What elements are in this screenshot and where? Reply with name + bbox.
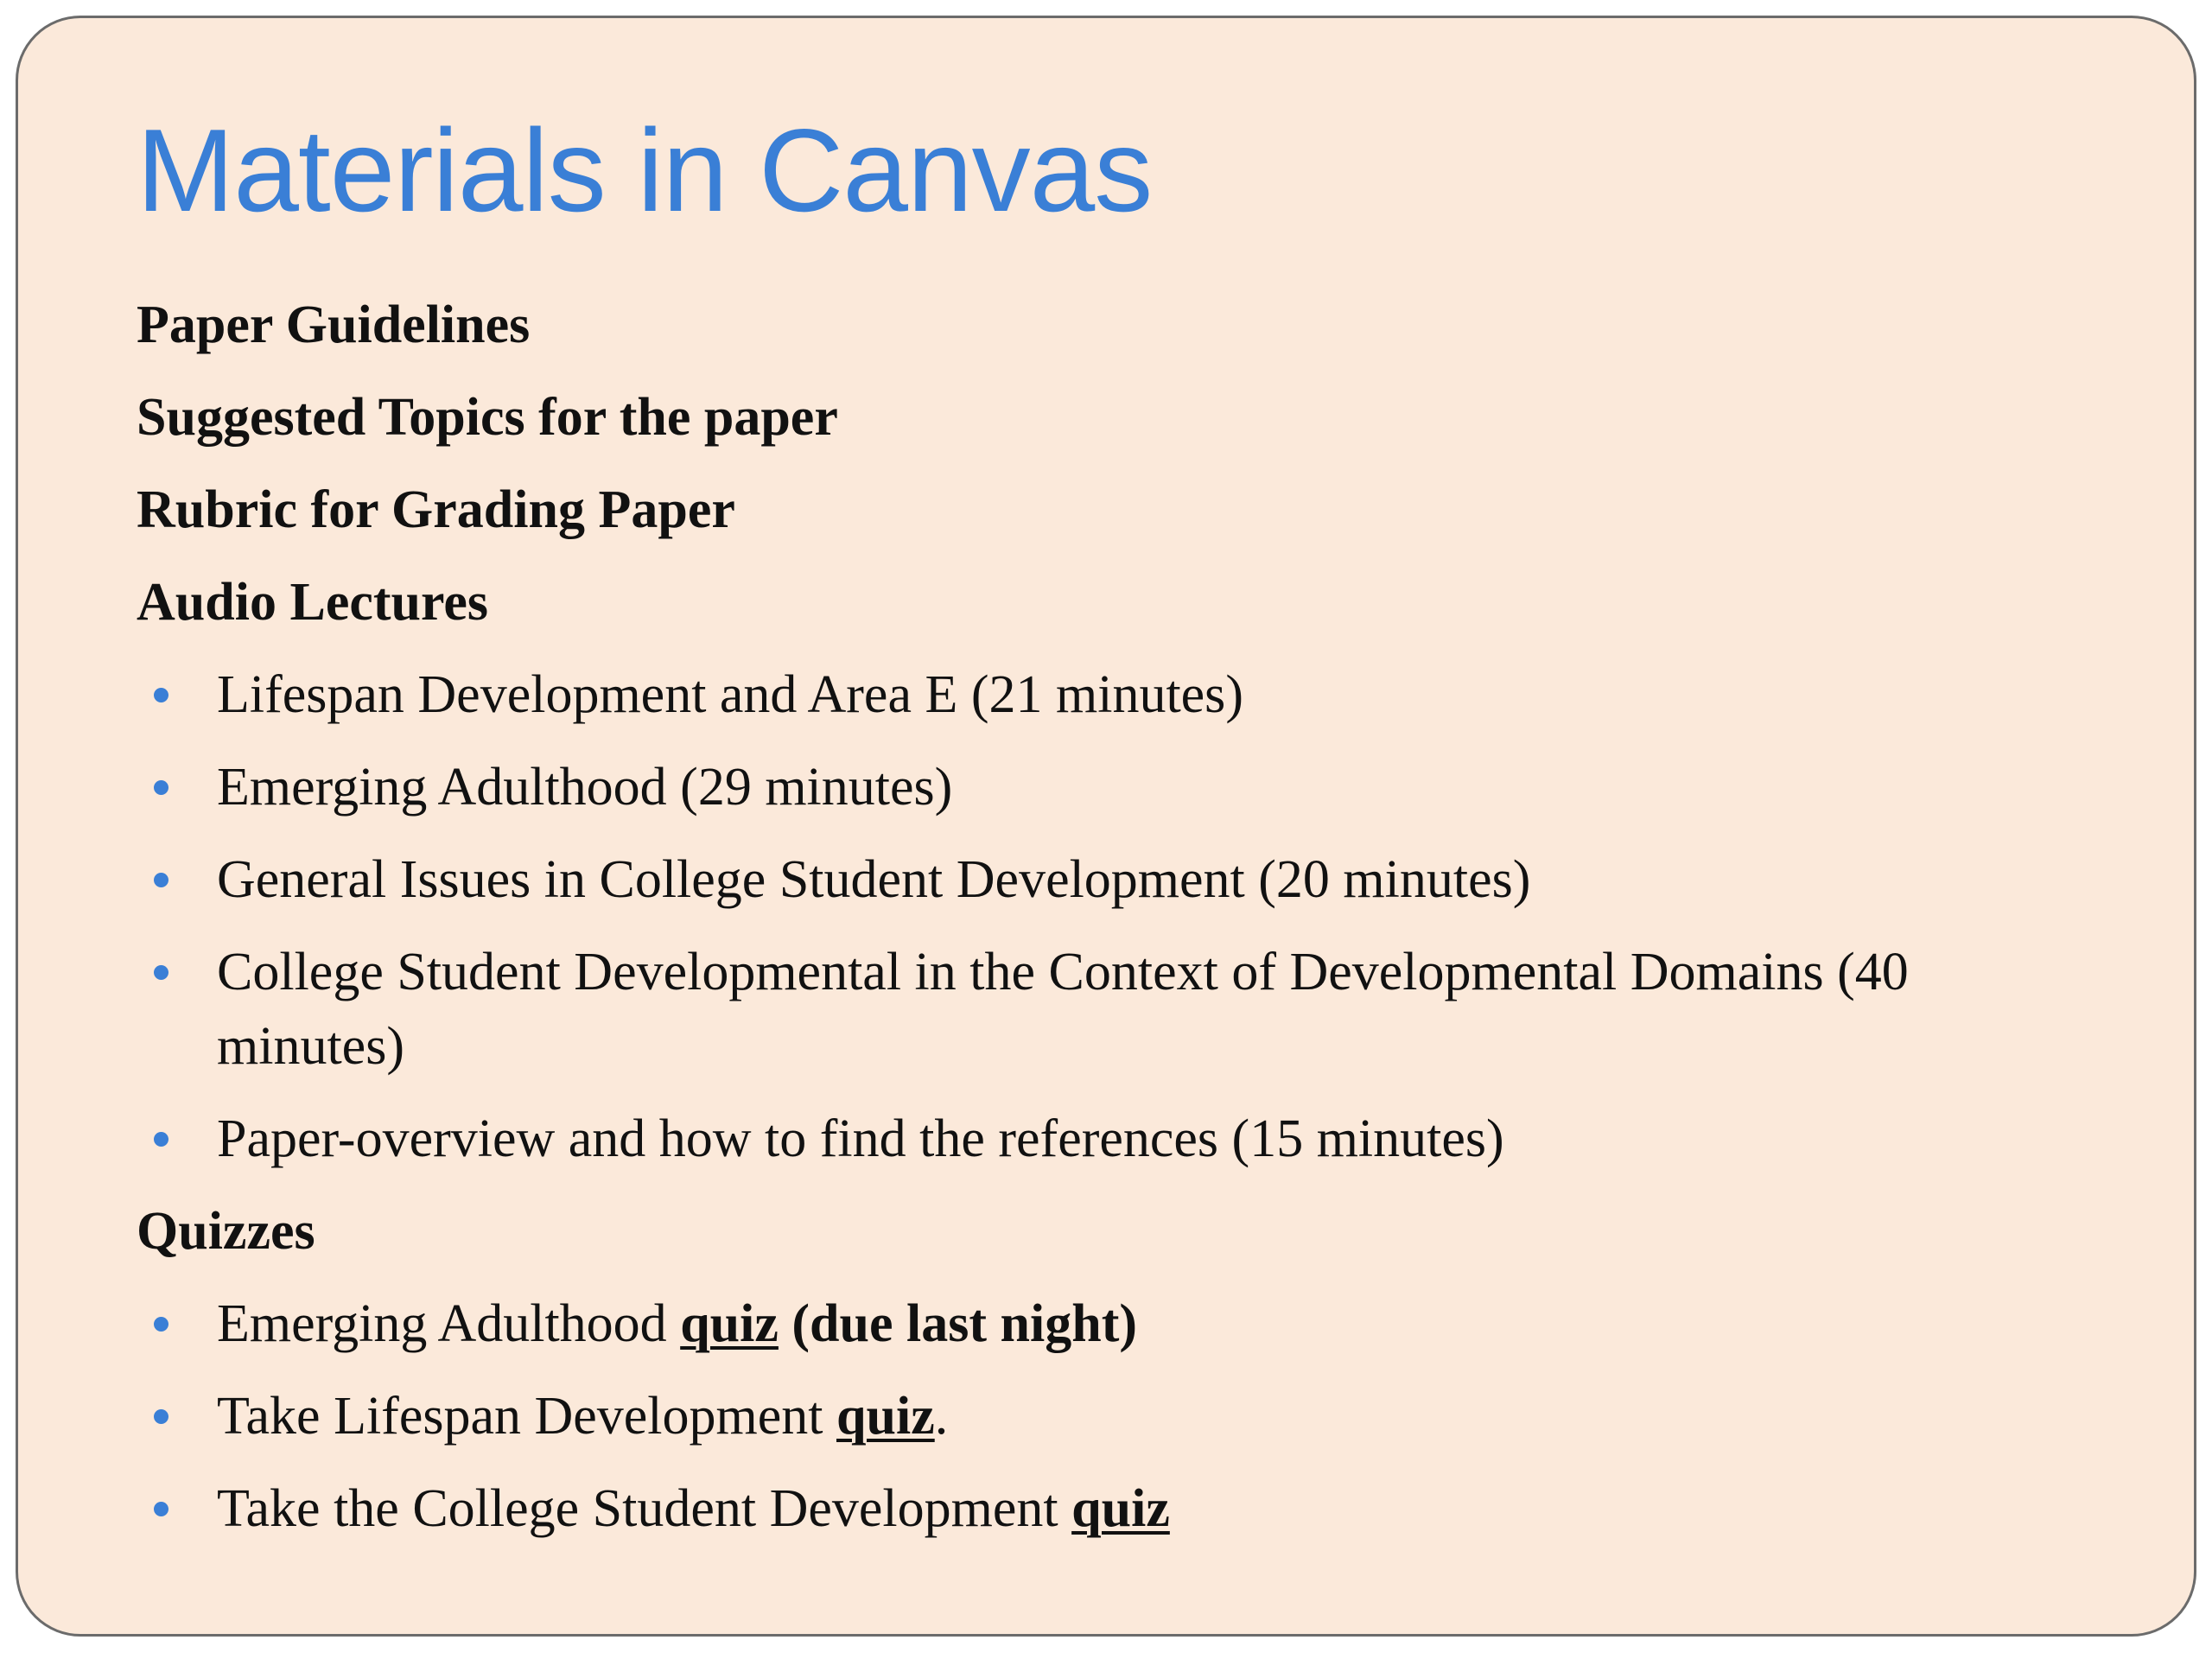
quiz-item-prefix: Take the College Student Development (217, 1479, 1072, 1538)
quiz-link[interactable]: quiz (680, 1294, 779, 1353)
list-item (137, 935, 2089, 1102)
quiz-item-prefix: Emerging Adulthood (217, 1294, 681, 1353)
audio-lecture-label: Emerging Adulthood (29 minutes) (217, 758, 953, 817)
quiz-item-prefix: Take Lifespan Development (217, 1387, 836, 1446)
audio-lecture-label: General Issues in College Student Development (20 minutes) (217, 850, 1531, 909)
rubric-heading: Rubric for Grading Paper (137, 480, 735, 539)
audio-lectures-heading: Audio Lectures (137, 573, 489, 632)
suggested-topics-heading: Suggested Topics for the paper (137, 388, 838, 447)
quiz-item-suffix: (due last night) (778, 1294, 1138, 1353)
list-item (137, 1379, 2089, 1471)
bullet-icon (154, 1502, 168, 1516)
list-item (137, 842, 2089, 935)
list-item (137, 1471, 2089, 1564)
audio-lecture-label: College Student Developmental in the Context of Developmental Domains (40 minutes) (217, 943, 1909, 1076)
quizzes-heading: Quizzes (137, 1202, 315, 1261)
paper-guidelines-heading: Paper Guidelines (137, 296, 531, 354)
bullet-icon (154, 1132, 168, 1147)
bullet-icon (154, 873, 168, 887)
bullet-icon (154, 1409, 168, 1424)
audio-lecture-label: Lifespan Development and Area E (21 minutes) (217, 665, 1243, 724)
bullet-icon (154, 965, 168, 980)
list-item (137, 1287, 2089, 1379)
list-item (137, 1102, 2089, 1194)
slide-content (137, 295, 2089, 1571)
audio-lecture-label: Paper-overview and how to find the references (15 minutes) (217, 1109, 1504, 1168)
bullet-icon (154, 1317, 168, 1332)
bullet-icon (154, 780, 168, 795)
bullet-icon (154, 688, 168, 702)
quiz-item-suffix: . (934, 1387, 949, 1446)
slide (16, 16, 2196, 1637)
slide-title: Materials in Canvas (137, 105, 1153, 236)
quiz-link[interactable]: quiz (836, 1387, 935, 1446)
quiz-link[interactable]: quiz (1071, 1479, 1170, 1538)
list-item (137, 658, 2089, 750)
list-item (137, 750, 2089, 842)
